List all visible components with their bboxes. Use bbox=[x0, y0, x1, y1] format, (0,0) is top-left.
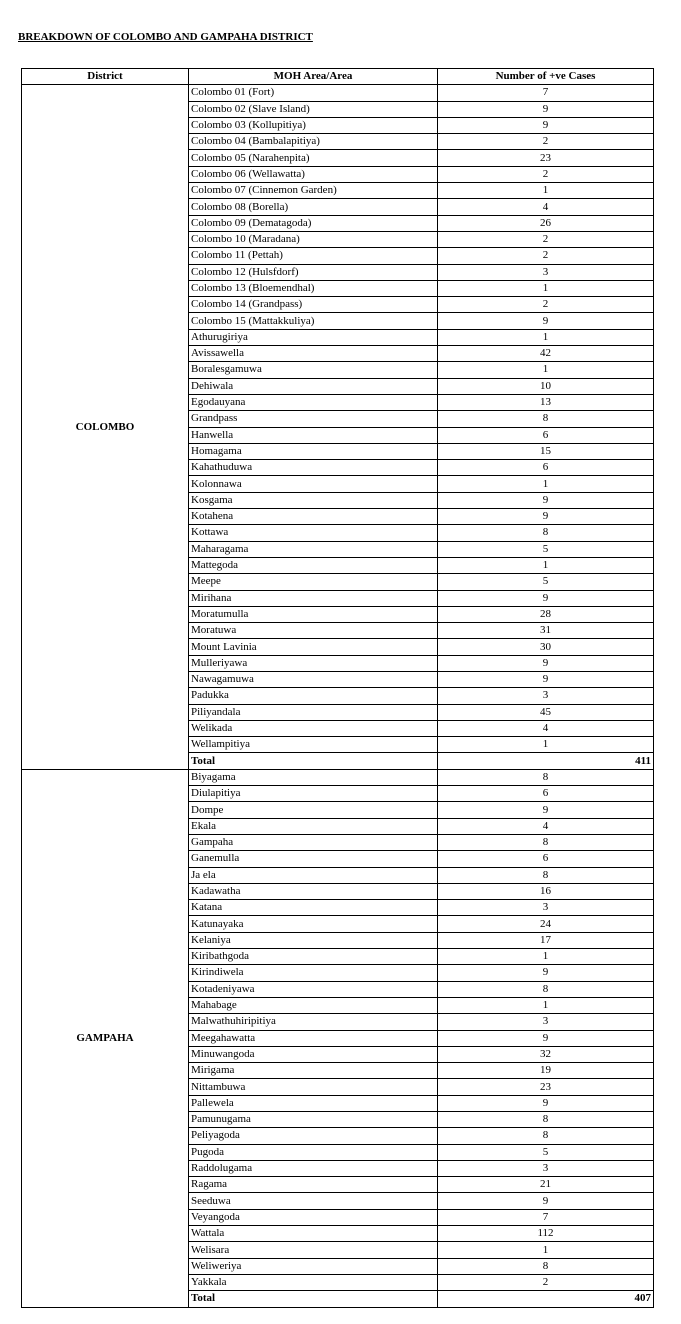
moh-area-cell: Colombo 14 (Grandpass) bbox=[189, 297, 438, 313]
case-count-cell: 5 bbox=[438, 1144, 654, 1160]
case-count-cell: 8 bbox=[438, 1112, 654, 1128]
case-count-cell: 16 bbox=[438, 883, 654, 899]
moh-area-cell: Mount Lavinia bbox=[189, 639, 438, 655]
moh-area-cell: Grandpass bbox=[189, 411, 438, 427]
case-count-cell: 8 bbox=[438, 1128, 654, 1144]
case-count-cell: 42 bbox=[438, 346, 654, 362]
case-count-cell: 1 bbox=[438, 737, 654, 753]
header-moh-area: MOH Area/Area bbox=[189, 69, 438, 85]
moh-area-cell: Ja ela bbox=[189, 867, 438, 883]
moh-area-cell: Kolonnawa bbox=[189, 476, 438, 492]
moh-area-cell: Colombo 04 (Bambalapitiya) bbox=[189, 134, 438, 150]
case-count-cell: 6 bbox=[438, 460, 654, 476]
moh-area-cell: Ragama bbox=[189, 1177, 438, 1193]
moh-area-cell: Mattegoda bbox=[189, 557, 438, 573]
moh-area-cell: Diulapitiya bbox=[189, 786, 438, 802]
case-count-cell: 31 bbox=[438, 623, 654, 639]
case-count-cell: 4 bbox=[438, 818, 654, 834]
case-count-cell: 17 bbox=[438, 932, 654, 948]
moh-area-cell: Pamunugama bbox=[189, 1112, 438, 1128]
case-count-cell: 5 bbox=[438, 541, 654, 557]
moh-area-cell: Colombo 09 (Dematagoda) bbox=[189, 215, 438, 231]
district-name-gampaha: GAMPAHA bbox=[22, 769, 189, 1307]
total-label: Total bbox=[189, 1291, 438, 1307]
moh-area-cell: Gampaha bbox=[189, 834, 438, 850]
case-count-cell: 8 bbox=[438, 981, 654, 997]
moh-area-cell: Colombo 01 (Fort) bbox=[189, 85, 438, 101]
case-count-cell: 6 bbox=[438, 786, 654, 802]
case-count-cell: 9 bbox=[438, 492, 654, 508]
case-count-cell: 8 bbox=[438, 1258, 654, 1274]
case-count-cell: 9 bbox=[438, 590, 654, 606]
case-count-cell: 8 bbox=[438, 411, 654, 427]
case-count-cell: 21 bbox=[438, 1177, 654, 1193]
case-count-cell: 7 bbox=[438, 85, 654, 101]
moh-area-cell: Colombo 06 (Wellawatta) bbox=[189, 166, 438, 182]
case-count-cell: 10 bbox=[438, 378, 654, 394]
moh-area-cell: Padukka bbox=[189, 688, 438, 704]
moh-area-cell: Moratumulla bbox=[189, 606, 438, 622]
moh-area-cell: Dehiwala bbox=[189, 378, 438, 394]
header-cases: Number of +ve Cases bbox=[438, 69, 654, 85]
total-value-gampaha: 407 bbox=[438, 1291, 654, 1307]
case-count-cell: 26 bbox=[438, 215, 654, 231]
moh-area-cell: Wellampitiya bbox=[189, 737, 438, 753]
moh-area-cell: Colombo 13 (Bloemendhal) bbox=[189, 280, 438, 296]
moh-area-cell: Kottawa bbox=[189, 525, 438, 541]
table-row bbox=[22, 85, 654, 101]
moh-area-cell: Kotadeniyawa bbox=[189, 981, 438, 997]
moh-area-cell: Malwathuhiripitiya bbox=[189, 1014, 438, 1030]
case-count-cell: 9 bbox=[438, 655, 654, 671]
total-label: Total bbox=[189, 753, 438, 769]
case-count-cell: 28 bbox=[438, 606, 654, 622]
moh-area-cell: Colombo 12 (Hulsfdorf) bbox=[189, 264, 438, 280]
case-count-cell: 1 bbox=[438, 557, 654, 573]
moh-area-cell: Ekala bbox=[189, 818, 438, 834]
case-count-cell: 3 bbox=[438, 264, 654, 280]
moh-area-cell: Minuwangoda bbox=[189, 1046, 438, 1062]
case-count-cell: 1 bbox=[438, 997, 654, 1013]
case-count-cell: 7 bbox=[438, 1209, 654, 1225]
moh-area-cell: Colombo 05 (Narahenpita) bbox=[189, 150, 438, 166]
case-count-cell: 9 bbox=[438, 117, 654, 133]
case-count-cell: 9 bbox=[438, 101, 654, 117]
case-count-cell: 15 bbox=[438, 443, 654, 459]
case-count-cell: 19 bbox=[438, 1063, 654, 1079]
case-count-cell: 8 bbox=[438, 867, 654, 883]
case-count-cell: 2 bbox=[438, 231, 654, 247]
moh-area-cell: Pallewela bbox=[189, 1095, 438, 1111]
moh-area-cell: Welisara bbox=[189, 1242, 438, 1258]
moh-area-cell: Dompe bbox=[189, 802, 438, 818]
moh-area-cell: Veyangoda bbox=[189, 1209, 438, 1225]
case-count-cell: 9 bbox=[438, 313, 654, 329]
case-count-cell: 8 bbox=[438, 769, 654, 785]
moh-area-cell: Kosgama bbox=[189, 492, 438, 508]
moh-area-cell: Piliyandala bbox=[189, 704, 438, 720]
case-count-cell: 8 bbox=[438, 525, 654, 541]
moh-area-cell: Boralesgamuwa bbox=[189, 362, 438, 378]
moh-area-cell: Kirindiwela bbox=[189, 965, 438, 981]
total-value-colombo: 411 bbox=[438, 753, 654, 769]
case-count-cell: 1 bbox=[438, 1242, 654, 1258]
moh-area-cell: Welikada bbox=[189, 720, 438, 736]
moh-area-cell: Nawagamuwa bbox=[189, 671, 438, 687]
case-count-cell: 9 bbox=[438, 802, 654, 818]
moh-area-cell: Mirihana bbox=[189, 590, 438, 606]
moh-area-cell: Katana bbox=[189, 900, 438, 916]
moh-area-cell: Colombo 10 (Maradana) bbox=[189, 231, 438, 247]
header-district: District bbox=[22, 69, 189, 85]
case-count-cell: 9 bbox=[438, 1095, 654, 1111]
case-count-cell: 112 bbox=[438, 1226, 654, 1242]
moh-area-cell: Mulleriyawa bbox=[189, 655, 438, 671]
case-count-cell: 2 bbox=[438, 166, 654, 182]
case-count-cell: 13 bbox=[438, 394, 654, 410]
case-count-cell: 1 bbox=[438, 949, 654, 965]
moh-area-cell: Colombo 07 (Cinnemon Garden) bbox=[189, 183, 438, 199]
case-count-cell: 9 bbox=[438, 1030, 654, 1046]
case-count-cell: 4 bbox=[438, 199, 654, 215]
case-count-cell: 2 bbox=[438, 134, 654, 150]
moh-area-cell: Moratuwa bbox=[189, 623, 438, 639]
case-count-cell: 24 bbox=[438, 916, 654, 932]
case-count-cell: 1 bbox=[438, 476, 654, 492]
district-name-colombo: COLOMBO bbox=[22, 85, 189, 769]
case-count-cell: 1 bbox=[438, 280, 654, 296]
case-count-cell: 2 bbox=[438, 248, 654, 264]
case-count-cell: 6 bbox=[438, 427, 654, 443]
case-count-cell: 32 bbox=[438, 1046, 654, 1062]
moh-area-cell: Peliyagoda bbox=[189, 1128, 438, 1144]
moh-area-cell: Kiribathgoda bbox=[189, 949, 438, 965]
case-count-cell: 4 bbox=[438, 720, 654, 736]
case-count-cell: 9 bbox=[438, 671, 654, 687]
case-count-cell: 23 bbox=[438, 150, 654, 166]
case-count-cell: 2 bbox=[438, 297, 654, 313]
moh-area-cell: Weliweriya bbox=[189, 1258, 438, 1274]
moh-area-cell: Ganemulla bbox=[189, 851, 438, 867]
table-body bbox=[22, 85, 654, 1307]
moh-area-cell: Kelaniya bbox=[189, 932, 438, 948]
moh-area-cell: Kahathuduwa bbox=[189, 460, 438, 476]
cases-table bbox=[21, 68, 654, 1308]
moh-area-cell: Seeduwa bbox=[189, 1193, 438, 1209]
case-count-cell: 3 bbox=[438, 688, 654, 704]
case-count-cell: 23 bbox=[438, 1079, 654, 1095]
case-count-cell: 8 bbox=[438, 834, 654, 850]
case-count-cell: 1 bbox=[438, 329, 654, 345]
moh-area-cell: Wattala bbox=[189, 1226, 438, 1242]
case-count-cell: 3 bbox=[438, 900, 654, 916]
moh-area-cell: Mahabage bbox=[189, 997, 438, 1013]
moh-area-cell: Yakkala bbox=[189, 1274, 438, 1290]
moh-area-cell: Katunayaka bbox=[189, 916, 438, 932]
moh-area-cell: Hanwella bbox=[189, 427, 438, 443]
table-header-row bbox=[22, 69, 654, 85]
moh-area-cell: Raddolugama bbox=[189, 1160, 438, 1176]
case-count-cell: 9 bbox=[438, 1193, 654, 1209]
moh-area-cell: Maharagama bbox=[189, 541, 438, 557]
moh-area-cell: Kotahena bbox=[189, 509, 438, 525]
moh-area-cell: Pugoda bbox=[189, 1144, 438, 1160]
moh-area-cell: Meepe bbox=[189, 574, 438, 590]
case-count-cell: 3 bbox=[438, 1014, 654, 1030]
case-count-cell: 45 bbox=[438, 704, 654, 720]
document-title: BREAKDOWN OF COLOMBO AND GAMPAHA DISTRICT bbox=[18, 31, 313, 43]
case-count-cell: 1 bbox=[438, 183, 654, 199]
moh-area-cell: Homagama bbox=[189, 443, 438, 459]
moh-area-cell: Kadawatha bbox=[189, 883, 438, 899]
moh-area-cell: Egodauyana bbox=[189, 394, 438, 410]
moh-area-cell: Colombo 02 (Slave Island) bbox=[189, 101, 438, 117]
case-count-cell: 3 bbox=[438, 1160, 654, 1176]
case-count-cell: 30 bbox=[438, 639, 654, 655]
table-row bbox=[22, 769, 654, 785]
moh-area-cell: Colombo 11 (Pettah) bbox=[189, 248, 438, 264]
case-count-cell: 6 bbox=[438, 851, 654, 867]
case-count-cell: 9 bbox=[438, 509, 654, 525]
moh-area-cell: Colombo 15 (Mattakkuliya) bbox=[189, 313, 438, 329]
moh-area-cell: Colombo 03 (Kollupitiya) bbox=[189, 117, 438, 133]
case-count-cell: 1 bbox=[438, 362, 654, 378]
moh-area-cell: Avissawella bbox=[189, 346, 438, 362]
case-count-cell: 9 bbox=[438, 965, 654, 981]
moh-area-cell: Colombo 08 (Borella) bbox=[189, 199, 438, 215]
case-count-cell: 5 bbox=[438, 574, 654, 590]
moh-area-cell: Meegahawatta bbox=[189, 1030, 438, 1046]
case-count-cell: 2 bbox=[438, 1274, 654, 1290]
moh-area-cell: Nittambuwa bbox=[189, 1079, 438, 1095]
moh-area-cell: Biyagama bbox=[189, 769, 438, 785]
moh-area-cell: Mirigama bbox=[189, 1063, 438, 1079]
moh-area-cell: Athurugiriya bbox=[189, 329, 438, 345]
